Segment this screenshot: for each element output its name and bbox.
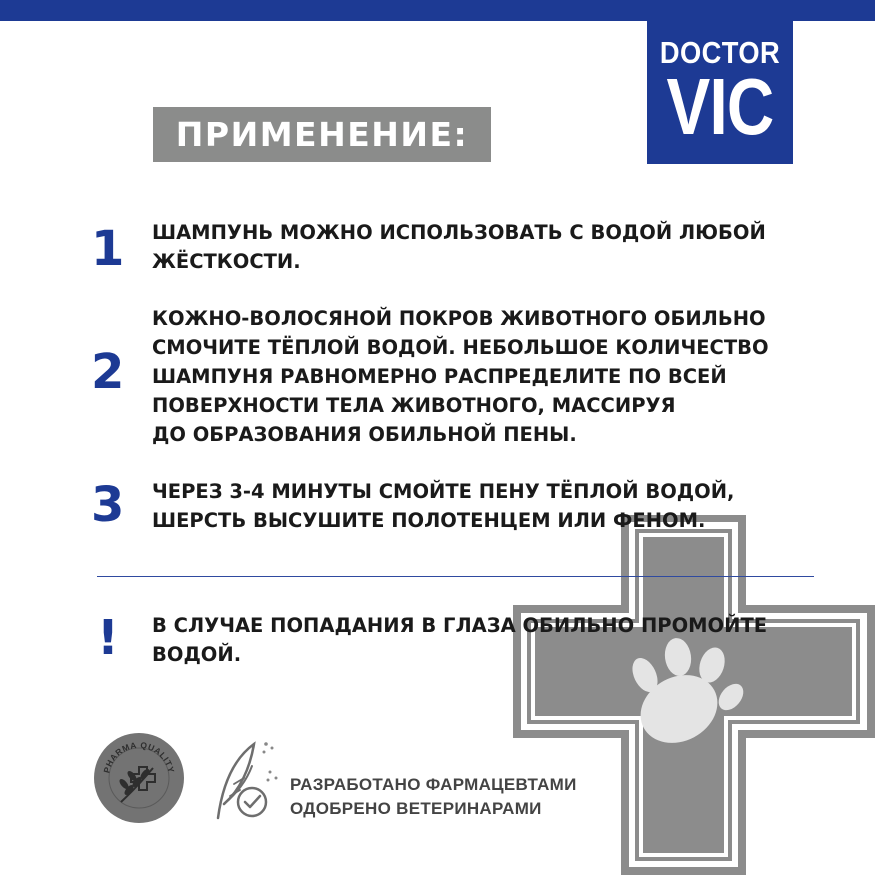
feather-check-icon <box>210 738 280 822</box>
step-text-2: КОЖНО-ВОЛОСЯНОЙ ПОКРОВ ЖИВОТНОГО ОБИЛЬНО СМОЧИТЕ ТЁПЛОЙ ВОДОЙ. НЕБОЛЬШОЕ КОЛИЧЕСТВО ШАМПУНЯ РАВНОМЕРНО РАСПРЕДЕЛИТЕ ПО ВСЕЙ ПОВЕРХНОСТИ ТЕЛА ЖИВОТНОГО, МАССИРУЯ ДО ОБРАЗОВАНИЯ ОБИЛЬНОЙ ПЕНЫ. <box>152 307 769 446</box>
logo-line-doctor: DOCTOR <box>659 35 781 70</box>
step-number-1: 1 <box>91 221 125 277</box>
cross-paw-icon <box>513 515 875 875</box>
pharma-quality-badge <box>93 732 185 824</box>
brand-logo <box>647 21 793 164</box>
approval-line-1: РАЗРАБОТАНО ФАРМАЦЕВТАМИ <box>290 775 577 794</box>
logo-line-vic: VIC <box>666 62 774 151</box>
top-bar <box>0 0 875 21</box>
approval-line-2: ОДОБРЕНО ВЕТЕРИНАРАМИ <box>290 799 542 818</box>
warning-mark: ! <box>97 610 119 666</box>
divider <box>97 576 814 577</box>
step-number-2: 2 <box>91 344 125 400</box>
warning-text: В СЛУЧАЕ ПОПАДАНИЯ В ГЛАЗА ОБИЛЬНО ПРОМОЙТЕ ВОДОЙ. <box>152 614 768 666</box>
section-title: ПРИМЕНЕНИЕ: <box>153 107 491 162</box>
step-text-3: ЧЕРЕЗ 3-4 МИНУТЫ СМОЙТЕ ПЕНУ ТЁПЛОЙ ВОДОЙ, ШЕРСТЬ ВЫСУШИТЕ ПОЛОТЕНЦЕМ ИЛИ ФЕНОМ. <box>152 480 735 532</box>
svg-text:PHARMA QUALITY: PHARMA QUALITY <box>101 739 177 775</box>
step-number-3: 3 <box>91 477 125 533</box>
step-text-1: ШАМПУНЬ МОЖНО ИСПОЛЬЗОВАТЬ С ВОДОЙ ЛЮБОЙ ЖЁСТКОСТИ. <box>152 221 766 273</box>
